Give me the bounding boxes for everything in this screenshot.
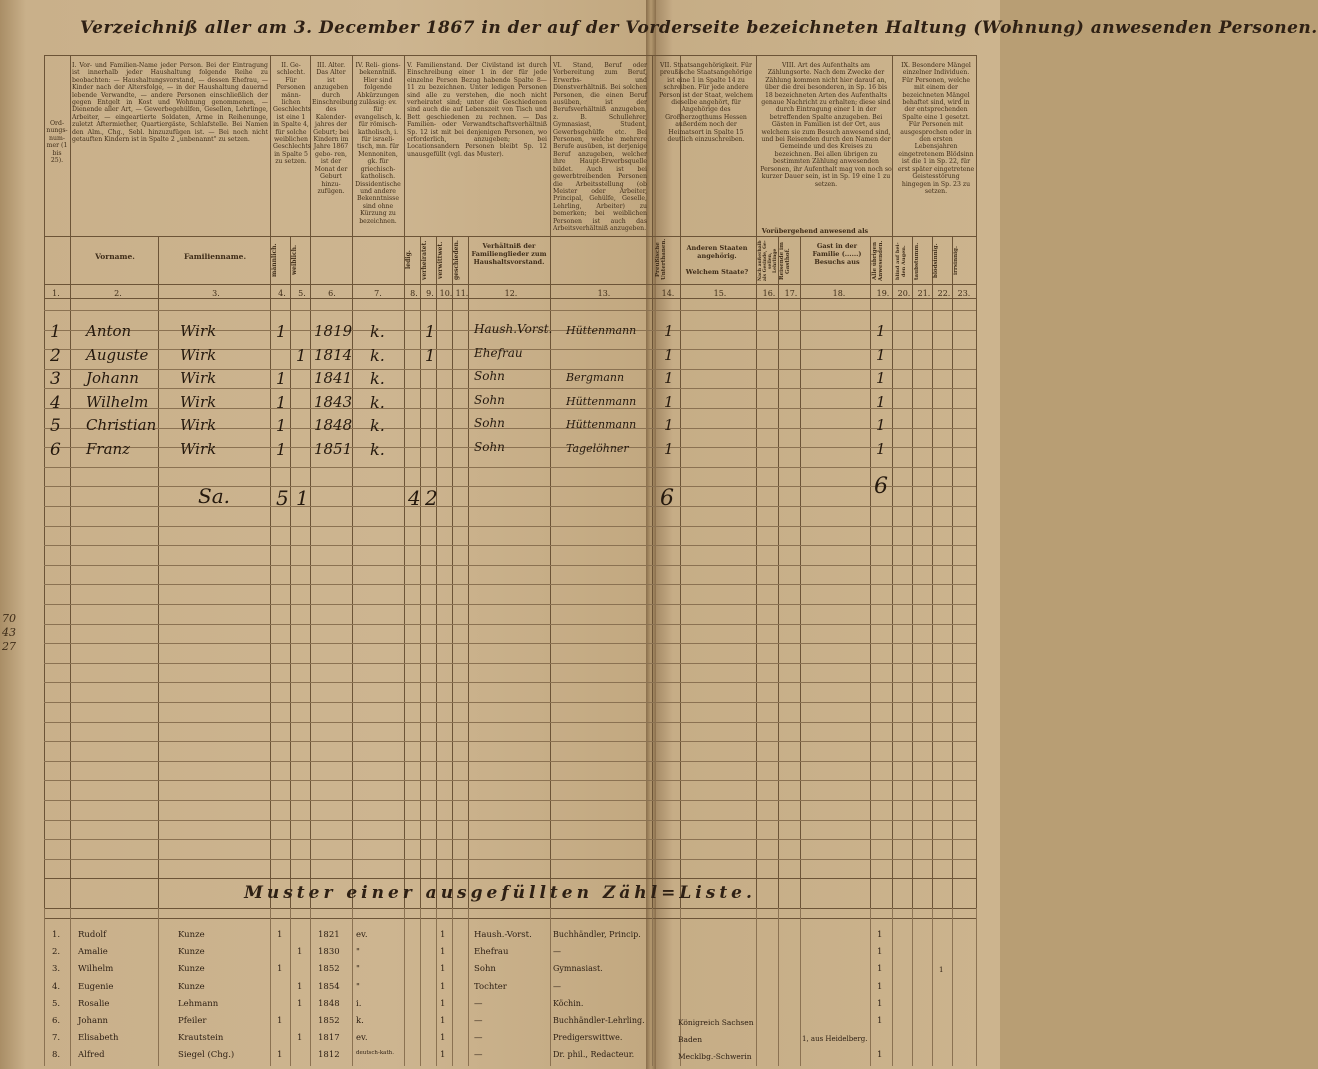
muster-top-border: [44, 908, 976, 909]
muster-stand: Predigerswittwe.: [553, 1033, 623, 1043]
muster-verhaeltnis: Ehefrau: [474, 947, 509, 958]
muster-nr: 4.: [52, 981, 61, 992]
muster-aufenthalt: 1: [877, 947, 883, 958]
subheader-nach-auswaertig: Nach außerhalb als Gesinde, Ge- sellen, Lehrlinge: [758, 240, 778, 282]
muster-column-line: [800, 908, 801, 1066]
subheader-maennlich: männlich.: [271, 243, 278, 277]
muster-familienstand: 1: [440, 947, 446, 958]
muster-nr: 8.: [52, 1050, 61, 1061]
entry-alle-uebrigen: 1: [876, 392, 886, 411]
muster-column-line: [976, 908, 977, 1066]
muster-column-line: [550, 908, 551, 1066]
column-number: 16.: [762, 289, 776, 298]
subheader-preussische: Preußische Unterthanen.: [655, 238, 667, 280]
muster-nr: 1.: [52, 930, 61, 940]
row-line: [44, 839, 976, 840]
muster-jahr: 1852: [318, 1016, 340, 1026]
muster-aufenthalt: 1: [877, 1016, 883, 1026]
column-number: 15.: [713, 289, 727, 298]
entry-number: 2: [50, 345, 61, 366]
muster-jahr: 1852: [318, 964, 340, 975]
muster-column-line: [404, 908, 405, 1066]
row-line: [44, 565, 976, 566]
entry-verhaeltnis: Sohn: [474, 369, 505, 383]
sum-preussische: 6: [660, 486, 674, 511]
row-line: [44, 643, 976, 644]
entry-preussisch: 1: [664, 322, 674, 340]
sum-label: Sa.: [198, 484, 230, 508]
muster-vorname: Rosalie: [78, 998, 110, 1009]
entry-familienname: Wirk: [180, 345, 217, 364]
subheader-reisende: Reisende im Gasthof.: [779, 242, 791, 280]
muster-column-line: [290, 908, 291, 1066]
muster-jahr: 1812: [318, 1050, 340, 1061]
header-aufenthalt: VIII. Art des Aufenthalts am Zählungsorte. Nach dem Zwecke der Zählung kommen nicht hier darauf an, über die drei besonderen, in Sp. 16 bis 18 bezeichneten Arten des Aufenthalts genaue Nachricht zu erhalten; diese sind durch Eintragung einer 1 in der betreffenden Spalte anzugeben. Bei Gästen in Familien ist der Ort, aus welchem sie zum Besuch anwesend sind, und bei Reisenden durch den Namen der Gemeinde und des Kreises zu bezeichnen. Bei allen übrigen zu bestimmten Zählung anwesenden Personen, ihr Aufenthalt mag von noch so kurzer Dauer sein, ist in Sp. 19 eine 1 zu setzen.: [760, 62, 892, 188]
header-stand-beruf: VI. Stand, Beruf oder Vorbereitung zum Beruf, Erwerbs- und Dienstverhältniß. Bei solchen Personen, die einen Beruf ausüben, ist der Berufsverhältniß anzugeben, z. B. Schullehrer, Gymnasiast, Student, Gewerbsgehülfe etc. Bei Personen, welche mehrere Berufe ausüben, ist derjenige Beruf anzugeben, welcher ihre Haupt-Erwerbsquelle bildet. Auch ist bei gewerbtreibenden Personen die Arbeitsstellung (ob Meister oder Arbeiter, Principal, Gehülfe, Geselle, Lehrling, Arbeiter) zu bemerken; bei weiblichen Personen ist auch das Arbeitsverhältniß anzugeben.: [553, 62, 647, 232]
muster-extra: 1: [939, 966, 944, 975]
muster-staat: Königreich Sachsen: [678, 1018, 754, 1027]
entry-vorname: Christian: [86, 416, 157, 434]
muster-jahr: 1854: [318, 981, 340, 992]
entry-religion: k.: [370, 439, 385, 459]
entry-verhaeltnis: Sohn: [474, 439, 505, 454]
row-line: [44, 584, 976, 585]
muster-column-line: [778, 908, 779, 1066]
muster-name: Pfeiler: [178, 1016, 207, 1026]
muster-familienstand: 1: [440, 1016, 446, 1026]
muster-column-line: [44, 908, 45, 1066]
entry-vorname: Franz: [86, 439, 131, 458]
muster-verhaeltnis: —: [474, 1050, 483, 1061]
sum-weiblich: 1: [296, 486, 309, 510]
entry-geburtsjahr: 1848: [314, 416, 353, 434]
muster-verhaeltnis: —: [474, 1033, 483, 1044]
entry-preussisch: 1: [664, 369, 674, 387]
column-number: 8.: [410, 289, 418, 298]
muster-religion: ": [356, 964, 360, 975]
muster-vorname: Rudolf: [78, 930, 107, 940]
page-title: Verzeichniß aller am 3. December 1867 in der auf der Vorderseite bezeichneten Haltung (Wohnung) anwesenden Personen.: [80, 18, 1318, 38]
row-line: [44, 388, 976, 389]
entry-geburtsjahr: 1814: [314, 345, 353, 364]
header-maengel: IX. Besondere Mängel einzelner Individuen. Für Personen, welche mit einem der bezeichneten Mängel behaftet sind, wird in der entsprechenden Spalte eine 1 gesetzt. Für Personen mit ausgesprochen oder in den ersten Lebensjahren eingetretenem Blödsinn ist die 1 in Sp. 22, für erst später eingetretene Geistesstörung hingegen in Sp. 23 zu setzen.: [897, 62, 975, 195]
subheader-anderen: Anderen Staaten angehörig.: [686, 244, 748, 260]
entry-verhaeltnis: Sohn: [474, 416, 505, 430]
entry-alle-uebrigen: 1: [876, 416, 886, 434]
muster-column-line: [436, 908, 437, 1066]
row-line: [44, 741, 976, 742]
column-number: 9.: [426, 289, 434, 298]
subheader-taubstumm: taubstumm.: [914, 242, 920, 280]
muster-weiblich: 1: [297, 998, 303, 1009]
column-number: 13.: [597, 289, 611, 298]
muster-name: Lehmann: [178, 998, 219, 1009]
entry-alle-uebrigen: 1: [876, 345, 886, 364]
muster-religion: deutsch-kath.: [356, 1050, 394, 1057]
muster-weiblich: 1: [297, 981, 303, 992]
muster-religion: ": [356, 981, 360, 992]
muster-stand: Dr. phil., Redacteur.: [553, 1050, 635, 1060]
entry-verhaeltnis: Haush.Vorst.: [474, 322, 553, 336]
column-number: 5.: [298, 289, 306, 298]
column-number: 22.: [937, 289, 951, 298]
row-line: [44, 663, 976, 664]
muster-column-line: [452, 908, 453, 1066]
muster-column-line: [270, 908, 271, 1066]
muster-aufenthalt: 1: [877, 1050, 883, 1061]
muster-vorname: Elisabeth: [78, 1033, 119, 1044]
muster-maennlich: 1: [277, 1050, 283, 1061]
entry-number: 1: [50, 322, 61, 342]
entry-maennlich: 1: [276, 322, 287, 341]
entry-familienname: Wirk: [180, 439, 217, 458]
muster-religion: ev.: [356, 930, 368, 940]
entry-number: 4: [50, 392, 61, 413]
muster-column-line: [352, 908, 353, 1066]
entry-maennlich: 1: [276, 392, 287, 412]
header-divider: [44, 236, 976, 237]
column-number: 19.: [876, 289, 890, 298]
muster-verhaeltnis: Tochter: [474, 981, 507, 992]
muster-column-line: [912, 908, 913, 1066]
row-line: [44, 722, 976, 723]
muster-stand: —: [553, 947, 561, 957]
muster-column-line: [70, 908, 71, 1066]
muster-header-border: [44, 918, 976, 919]
column-number: 17.: [784, 289, 798, 298]
entry-religion: k.: [370, 416, 385, 435]
column-number: 4.: [278, 289, 286, 298]
muster-column-line: [952, 908, 953, 1066]
entry-vorname: Auguste: [86, 345, 149, 364]
margin-note-1: 70: [2, 612, 16, 625]
muster-column-line: [158, 908, 159, 1066]
row-line: [44, 526, 976, 527]
muster-column-line: [932, 908, 933, 1066]
row-line: [44, 820, 976, 821]
muster-jahr: 1830: [318, 947, 340, 958]
row-line: [44, 761, 976, 762]
margin-note-2: 43: [2, 626, 16, 639]
column-number: 23.: [957, 289, 971, 298]
column-number: 20.: [897, 289, 911, 298]
subheader-verwittwet: verwittwet.: [437, 241, 444, 279]
subheader-geschieden: geschieden.: [453, 240, 460, 280]
entry-number: 6: [50, 439, 61, 460]
column-number: 21.: [917, 289, 931, 298]
muster-staat: Baden: [678, 1035, 703, 1045]
entry-alle-uebrigen: 1: [876, 439, 886, 458]
muster-aufenthalt: 1: [877, 998, 883, 1009]
muster-name: Kunze: [178, 981, 205, 992]
muster-vorname: Eugenie: [78, 981, 114, 992]
row-line: [44, 506, 976, 507]
muster-maennlich: 1: [277, 964, 283, 975]
sum-maennlich: 5: [276, 486, 289, 510]
entry-stand: Tagelöhner: [566, 441, 629, 455]
column-number: 12.: [504, 289, 518, 298]
muster-familienstand: 1: [440, 930, 446, 940]
entry-weiblich: 1: [296, 345, 307, 365]
muster-verhaeltnis: Haush.-Vorst.: [474, 930, 532, 940]
sum-alle-uebrigen: 6: [874, 474, 888, 499]
entry-number: 5: [50, 416, 61, 436]
muster-name: Kunze: [178, 930, 205, 940]
entry-religion: k.: [370, 322, 385, 341]
muster-religion: k.: [356, 1016, 364, 1026]
row-line: [44, 800, 976, 801]
margin-note-3: 27: [2, 640, 16, 653]
muster-familienstand: 1: [440, 998, 446, 1009]
entry-maennlich: 1: [276, 439, 287, 459]
header-alter: III. Alter. Das Alter ist anzugeben durch Einschreibung des Kalender- jahres der Geburt; bei Kindern im Jahre 1867 gebo- ren, ist der Monat der Geburt hinzu- zufügen.: [312, 62, 358, 195]
entry-verhaeltnis: Ehefrau: [474, 345, 523, 360]
muster-weiblich: 1: [297, 1033, 303, 1044]
entry-stand: Hüttenmann: [566, 394, 637, 408]
column-number: 10.: [439, 289, 453, 298]
entry-preussisch: 1: [664, 345, 674, 364]
muster-column-line: [468, 908, 469, 1066]
muster-column-line: [892, 908, 893, 1066]
row-line: [44, 467, 976, 468]
muster-religion: i.: [356, 998, 362, 1009]
muster-column-line: [310, 908, 311, 1066]
subheader-irrsinnig: irrsinnig.: [953, 246, 959, 276]
entry-verheiratet: 1: [425, 345, 436, 365]
entry-stand: Bergmann: [566, 371, 625, 384]
column-number: 18.: [832, 289, 846, 298]
column-number: 11.: [455, 289, 469, 298]
subheader-familienname: Familienname.: [183, 252, 247, 261]
row-line: [44, 702, 976, 703]
muster-jahr: 1821: [318, 930, 340, 940]
muster-familienstand: 1: [440, 1050, 446, 1061]
row-line: [44, 859, 976, 860]
entry-vorname: Anton: [86, 322, 132, 340]
muster-staat: Mecklbg.-Schwerin: [678, 1052, 752, 1062]
subheader-voruebergehend: Vorübergehend anwesend als: [761, 227, 869, 235]
row-line: [44, 486, 976, 487]
muster-nr: 3.: [52, 964, 61, 975]
subheader-gast: Gast in der Familie (......) Besuchs aus: [812, 242, 862, 266]
entry-vorname: Wilhelm: [86, 392, 149, 411]
muster-name: Kunze: [178, 947, 205, 958]
header-staatsangehoerigkeit: VII. Staatsangehörigkeit. Für preußische Staatsangehörige ist eine 1 in Spalte 14 zu schreiben. Für jede andere Person ist der Staat, welchem dieselbe angehört, für Angehörige des Großherzogthums Hessen außerdem noch der Heimatsort in Spalte 15 deutlich einzuschreiben.: [659, 62, 753, 144]
subheader-alle-uebrigen: Alle übrigen Anwesenden.: [872, 240, 884, 282]
muster-maennlich: 1: [277, 1016, 283, 1026]
muster-nr: 5.: [52, 998, 61, 1009]
entry-vorname: Johann: [86, 369, 139, 387]
subheader-blind: blind auf bei- den Augen.: [895, 242, 907, 280]
muster-column-line: [420, 908, 421, 1066]
entry-geburtsjahr: 1819: [314, 322, 353, 340]
sum-verheiratet: 2: [425, 486, 438, 510]
header-familienstand: V. Familienstand. Der Civilstand ist durch Einschreibung einer 1 in der für jede einzelne Person Bezug habende Spalte 8—11 zu bezeichnen. Unter ledigen Personen sind alle zu verstehen, die noch nicht verheiratet sind; unter die Geschiedenen sind auch die auf Lebenszeit von Tisch und Bett geschiedenen zu rechnen. — Das Familien- oder Verwandtschaftsverhältniß Sp. 12 ist mit bei denjenigen Personen, wo erforderlich, anzugeben; bei Locationsandern Personen bleibt Sp. 12 unausgefüllt (vgl. das Muster).: [407, 62, 547, 158]
muster-familienstand: 1: [440, 1033, 446, 1044]
header-religion: IV. Reli- gions- bekenntniß. Hier sind folgende Abkürzungen zulässig: ev. für evangelisch, k. für römisch- katholisch, i. für israeli- tisch, mn. für Mennoniten, gk. für griechisch- katholisch. Dissidentische und andere Bekenntnisse sind ohne Kürzung zu bezeichnen.: [354, 62, 402, 225]
column-number: 7.: [374, 289, 382, 298]
muster-aufenthalt: 1: [877, 964, 883, 975]
muster-name: Siegel (Chg.): [178, 1050, 235, 1061]
sum-ledig: 4: [408, 486, 421, 510]
column-number: 3.: [212, 289, 220, 298]
entry-familienname: Wirk: [180, 369, 217, 387]
entry-verheiratet: 1: [425, 322, 436, 341]
entry-geburtsjahr: 1851: [314, 439, 353, 458]
muster-name: Krautstein: [178, 1033, 224, 1044]
entry-familienname: Wirk: [180, 392, 217, 411]
muster-nr: 6.: [52, 1016, 61, 1026]
muster-familienstand: 1: [440, 981, 446, 992]
muster-title: Muster einer ausgefüllten Zähl=Liste.: [244, 883, 756, 903]
subheader-bloedsinnig: blödsinnig.: [933, 243, 939, 279]
entry-preussisch: 1: [664, 439, 674, 458]
table-bottom-border: [44, 878, 976, 879]
entry-number: 3: [50, 369, 61, 389]
muster-column-line: [756, 908, 757, 1066]
muster-vorname: Wilhelm: [78, 964, 114, 975]
entry-religion: k.: [370, 369, 385, 388]
muster-stand: Gymnasiast.: [553, 964, 603, 974]
muster-verhaeltnis: —: [474, 1016, 483, 1026]
subheader-divider: [44, 284, 976, 285]
row-line: [44, 682, 976, 683]
entry-religion: k.: [370, 345, 385, 365]
entry-preussisch: 1: [664, 416, 674, 434]
muster-extra: 1, aus Heidelberg.: [802, 1035, 868, 1044]
muster-stand: Buchhändler-Lehrling.: [553, 1016, 645, 1025]
subheader-welchem: Welchem Staate?: [685, 268, 749, 276]
subheader-verhaeltnis: Verhältniß der Familienglieder zum Haushaltsvorstand.: [471, 242, 547, 266]
column-number: 2.: [114, 289, 122, 298]
column-number: 6.: [328, 289, 336, 298]
row-line: [44, 310, 976, 311]
header-ordnungsnummer: Ord- nungs- num- mer (1 bis 25).: [46, 120, 68, 165]
row-line: [44, 604, 976, 605]
row-line: [44, 624, 976, 625]
entry-stand: Hüttenmann: [566, 324, 637, 337]
table-top-border: [44, 55, 976, 56]
subheader-ledig: ledig.: [405, 250, 412, 270]
entry-preussisch: 1: [664, 392, 674, 411]
muster-jahr: 1848: [318, 998, 340, 1009]
entry-geburtsjahr: 1843: [314, 392, 353, 411]
entry-stand: Hüttenmann: [566, 418, 637, 431]
muster-stand: Köchin.: [553, 998, 584, 1008]
muster-religion: ": [356, 947, 360, 958]
entry-alle-uebrigen: 1: [876, 369, 886, 387]
entry-alle-uebrigen: 1: [876, 322, 886, 340]
column-number: 14.: [661, 289, 675, 298]
entry-maennlich: 1: [276, 369, 287, 388]
row-line: [44, 545, 976, 546]
entry-familienname: Wirk: [180, 416, 217, 434]
entry-verhaeltnis: Sohn: [474, 392, 505, 407]
muster-name: Kunze: [178, 964, 205, 975]
muster-aufenthalt: 1: [877, 981, 883, 992]
entry-familienname: Wirk: [180, 322, 217, 340]
subheader-verheiratet: verheiratet.: [421, 240, 428, 280]
muster-column-line: [870, 908, 871, 1066]
muster-religion: ev.: [356, 1033, 368, 1044]
row-line: [44, 780, 976, 781]
muster-familienstand: 1: [440, 964, 446, 975]
entry-maennlich: 1: [276, 416, 287, 435]
muster-verhaeltnis: Sohn: [474, 964, 496, 975]
muster-stand: Buchhändler, Princip.: [553, 930, 641, 939]
muster-nr: 7.: [52, 1033, 61, 1044]
header-geschlecht: II. Ge- schlecht. Für Personen männ- lichen Geschlechts ist eine 1 in Spalte 4, für solche weiblichen Geschlechts in Spalte 5 zu setzen.: [273, 62, 311, 166]
muster-vorname: Alfred: [78, 1050, 105, 1061]
subheader-weiblich: weiblich.: [291, 244, 298, 276]
header-names: I. Vor- und Familien-Name jeder Person. Bei der Eintragung ist innerhalb jeder Haushaltung folgende Reihe zu beobachten: — Haushaltungsvorstand, — dessen Ehefrau, — Kinder nach der Altersfolge, — in der Haushaltung dauernd lebende Verwandte, — andere Personen einschließlich der gegen Entgelt in Kost und Wohnung genommenen, — Dienende aller Art, — Gewerbegehülfen, Gesellen, Lehrlinge, Arbeiter, — eingeartierte Soldaten, Arme in Reihenunge, zuletzt Aftermiether, Quartiergäste, Schlafstelle. Bei Namen den Alm., Chg., Sebl. hinzuzufügen ist. — Bei noch nicht getauften Kindern ist in Spalte 2 „unbenannt" zu setzen.: [72, 62, 268, 144]
muster-nr: 2.: [52, 947, 61, 958]
muster-aufenthalt: 1: [877, 930, 883, 940]
column-number: 1.: [52, 289, 60, 298]
entry-religion: k.: [370, 392, 385, 412]
muster-jahr: 1817: [318, 1033, 340, 1044]
muster-column-line: [652, 908, 653, 1066]
muster-verhaeltnis: —: [474, 998, 483, 1009]
muster-stand: —: [553, 981, 561, 991]
muster-vorname: Johann: [78, 1016, 109, 1026]
muster-weiblich: 1: [297, 947, 303, 958]
colnum-divider: [44, 298, 976, 299]
subheader-vorname: Vorname.: [95, 252, 135, 261]
muster-vorname: Amalie: [78, 947, 108, 958]
entry-geburtsjahr: 1841: [314, 369, 353, 387]
muster-maennlich: 1: [277, 930, 283, 940]
